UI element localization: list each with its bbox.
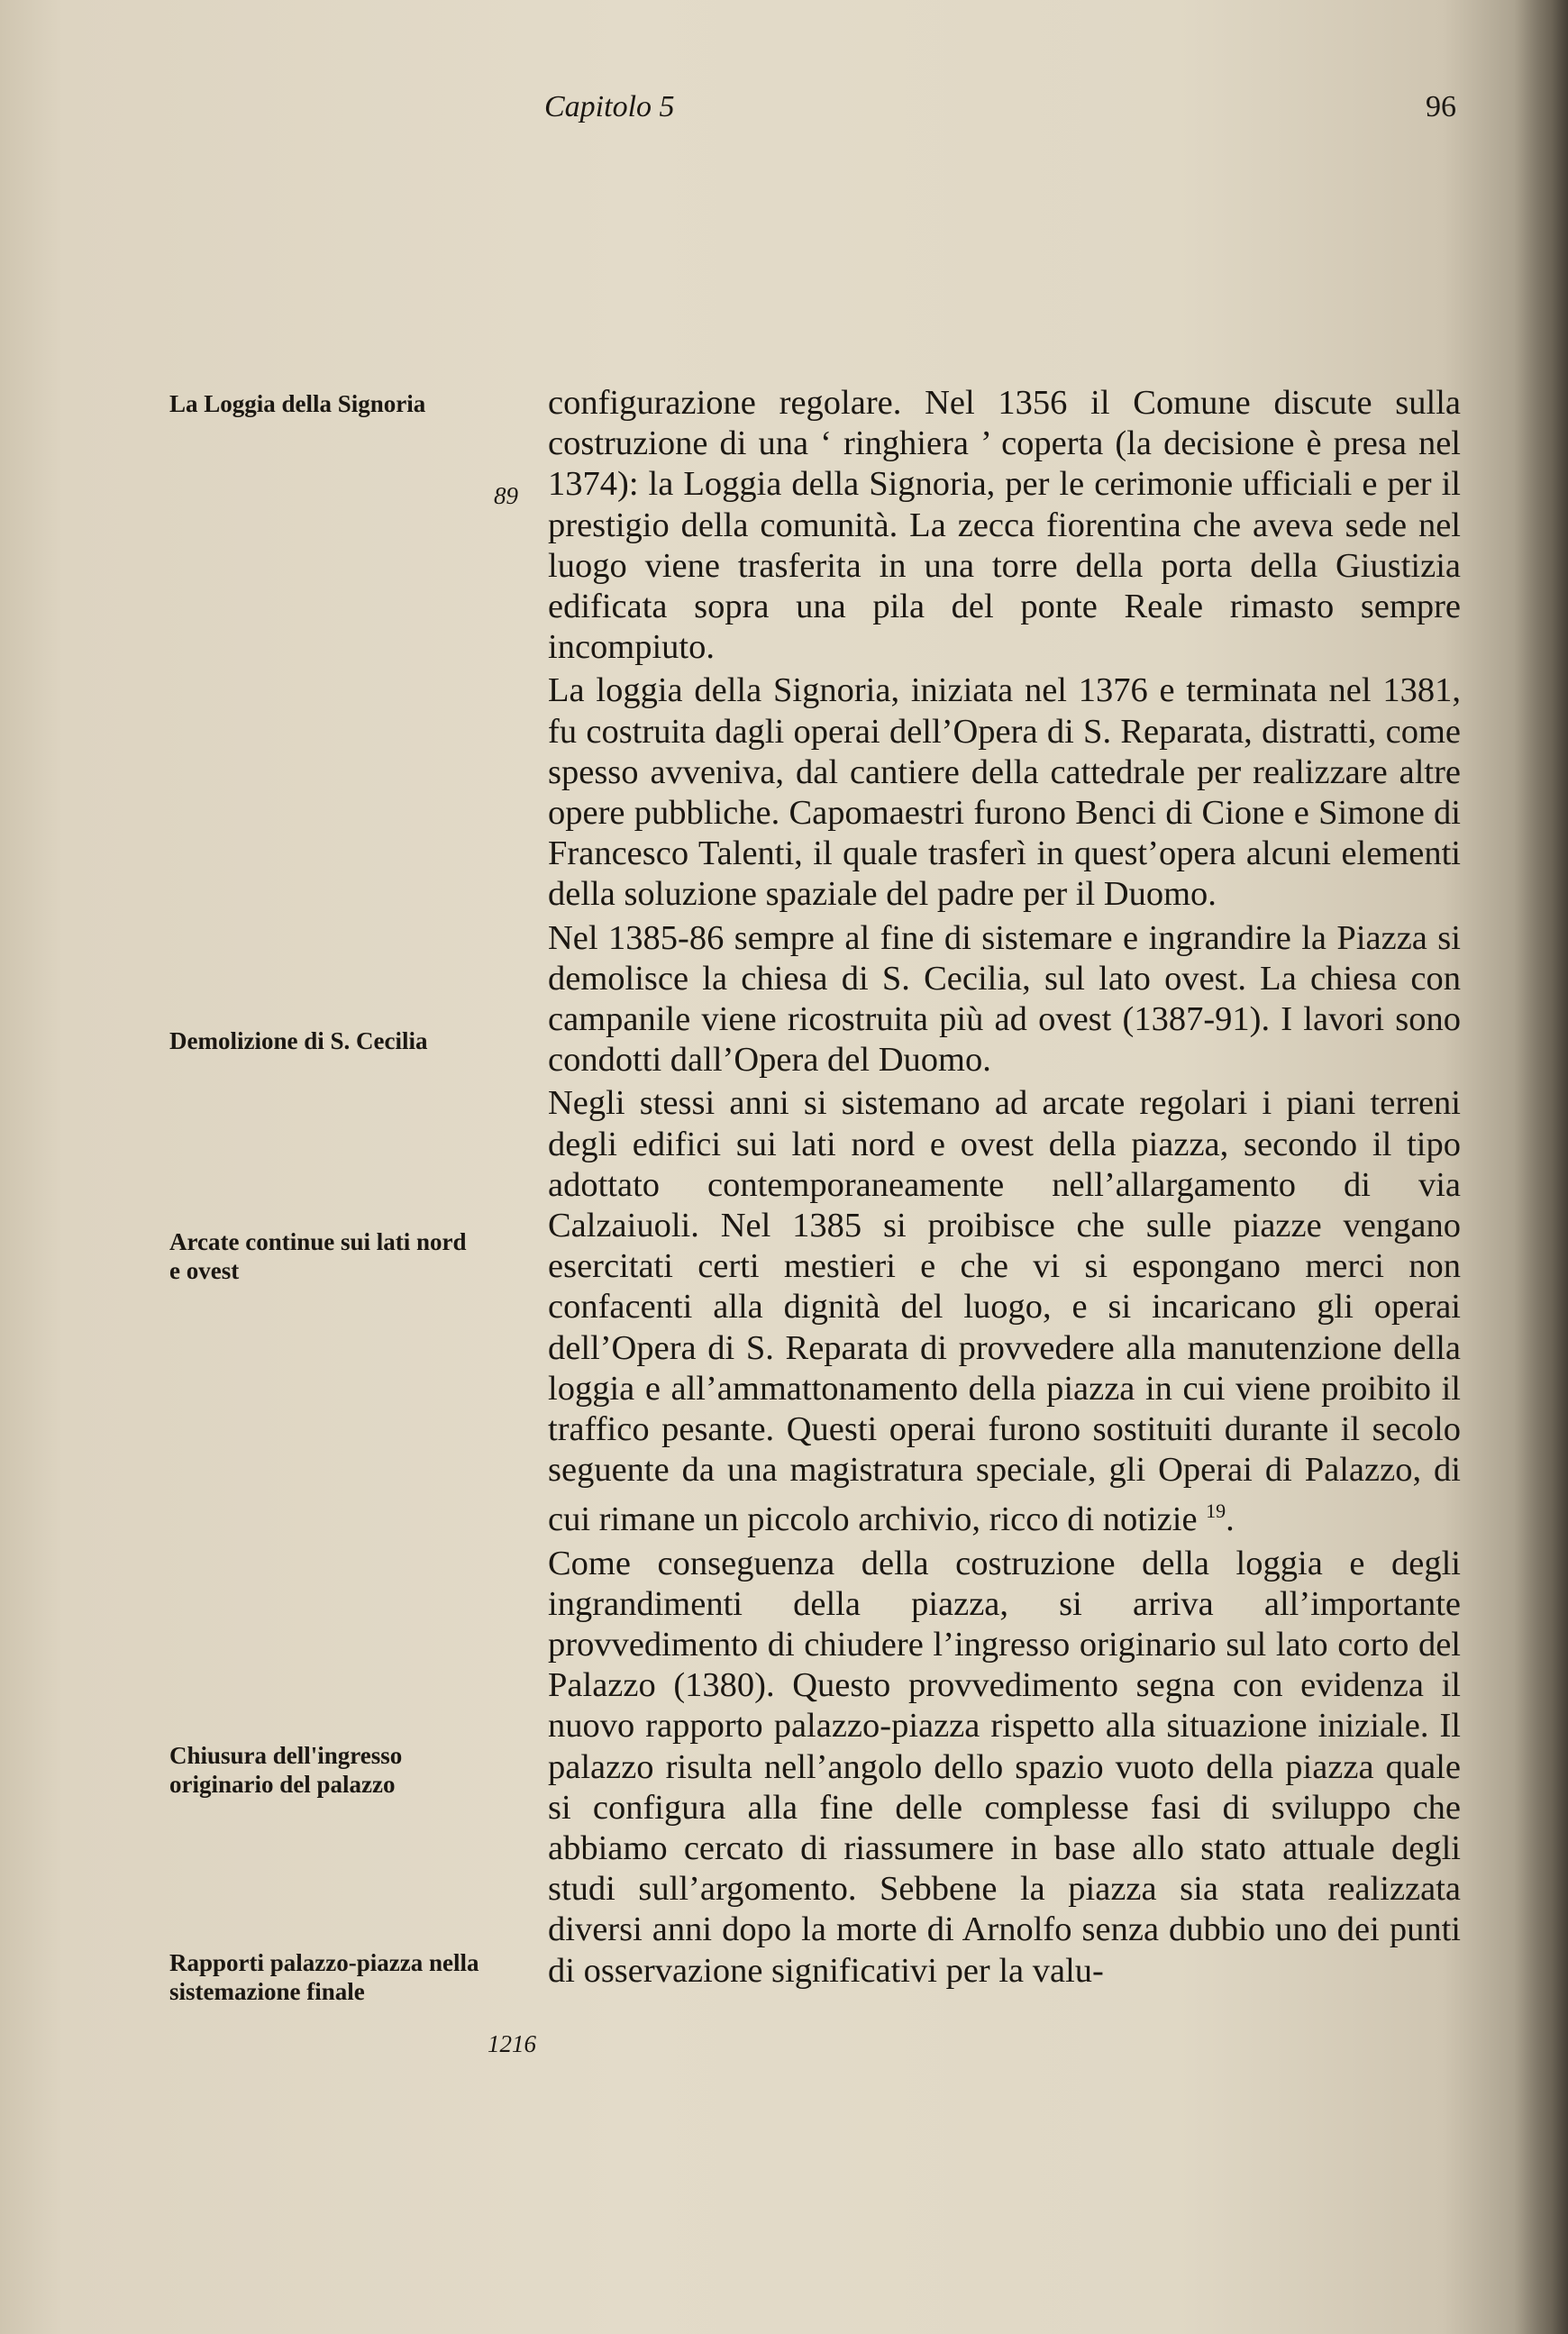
page-header	[0, 90, 1568, 135]
margin-note-demolizione: Demolizione di S. Cecilia	[169, 1027, 428, 1054]
margin-number-1216: 1216	[488, 2030, 536, 2057]
margin-note-loggia: La Loggia della Signoria	[169, 390, 426, 417]
paragraph: configurazione regolare. Nel 1356 il Comune discute sulla costruzione di una ‘ ringhiera ’ coperta (la decisione è presa nel 1374): la Loggia della Signoria, per le cerimonie ufficiali e per il prestigio della comunità. La zecca fiorentina che aveva sede nel luogo viene trasferita in una torre della porta della Giustizia edificata sopra una pila del ponte Reale rimasto sempre incompiuto.	[548, 384, 1461, 667]
page-edge-shadow	[1514, 0, 1568, 2334]
margin-note-arcate: Arcate continue sui lati nord e ovest	[169, 1228, 467, 1284]
page-number: 96	[1426, 90, 1456, 123]
footnote-period: .	[1226, 1500, 1235, 1539]
margin-number-89: 89	[494, 482, 518, 509]
paragraph: Come conseguenza della costruzione della loggia e degli ingrandimenti della piazza, si arriva all’importante provvedimento di chiudere l’ingresso originario sul lato corto del Palazzo (1380). Questo provvedimento segna con evidenza il nuovo rapporto palazzo-piazza rispetto alla situazione iniziale. Il palazzo risulta nell’angolo dello spazio vuoto della piazza quale si configura alla fine delle complesse fasi di sviluppo che abbiamo cercato di riassumere in base allo stato attuale degli studi sull’argomento. Sebbene la piazza sia stata realizzata diversi anni dopo la morte di Arnolfo senza dubbio uno dei punti di osservazione significativi per la valu-	[548, 1544, 1461, 1990]
paragraph: Nel 1385-86 sempre al fine di sistemare e ingrandire la Piazza si demolisce la chiesa di S. Cecilia, sul lato ovest. La chiesa con campanile viene ricostruita più ad ovest (1387-91). I lavori sono condotti dall’Opera del Duomo.	[548, 918, 1461, 1080]
main-text	[548, 383, 1461, 1994]
margin-note-rapporti: Rapporti palazzo-piazza nella sistemazione finale	[169, 1949, 479, 2005]
paragraph	[548, 1083, 1461, 1540]
footnote-marker: 19	[1206, 1500, 1226, 1523]
paragraph-text: Negli stessi anni si sistemano ad arcate regolari i piani terreni degli edifici sui lati nord e ovest della piazza, secondo il tipo adottato contemporaneamente nell’allargamento di via Calzaiuoli. Nel 1385 si proibisce che sulle piazze vengano esercitati certi mestieri e che vi si espongano merci non confacenti alla dignità del luogo, e si incaricano gli operai dell’Opera di S. Reparata di provvedere alla manutenzione della loggia e all’ammattonamento della piazza in cui viene proibito il traffico pesante. Questi operai furono sostituiti durante il secolo seguente da una magistratura speciale, gli Operai di Palazzo, di cui rimane un piccolo archivio, ricco di notizie	[548, 1084, 1461, 1539]
running-title: Capitolo 5	[544, 90, 675, 123]
paragraph: La loggia della Signoria, iniziata nel 1376 e terminata nel 1381, fu costruita dagli operai dell’Opera di S. Reparata, distratti, come spesso avveniva, dal cantiere della cattedrale per realizzare altre opere pubbliche. Capomaestri furono Benci di Cione e Simone di Francesco Talenti, il quale trasferì in quest’opera alcuni elementi della soluzione spaziale del padre per il Duomo.	[548, 671, 1461, 914]
margin-note-chiusura: Chiusura dell'ingresso originario del palazzo	[169, 1742, 403, 1798]
